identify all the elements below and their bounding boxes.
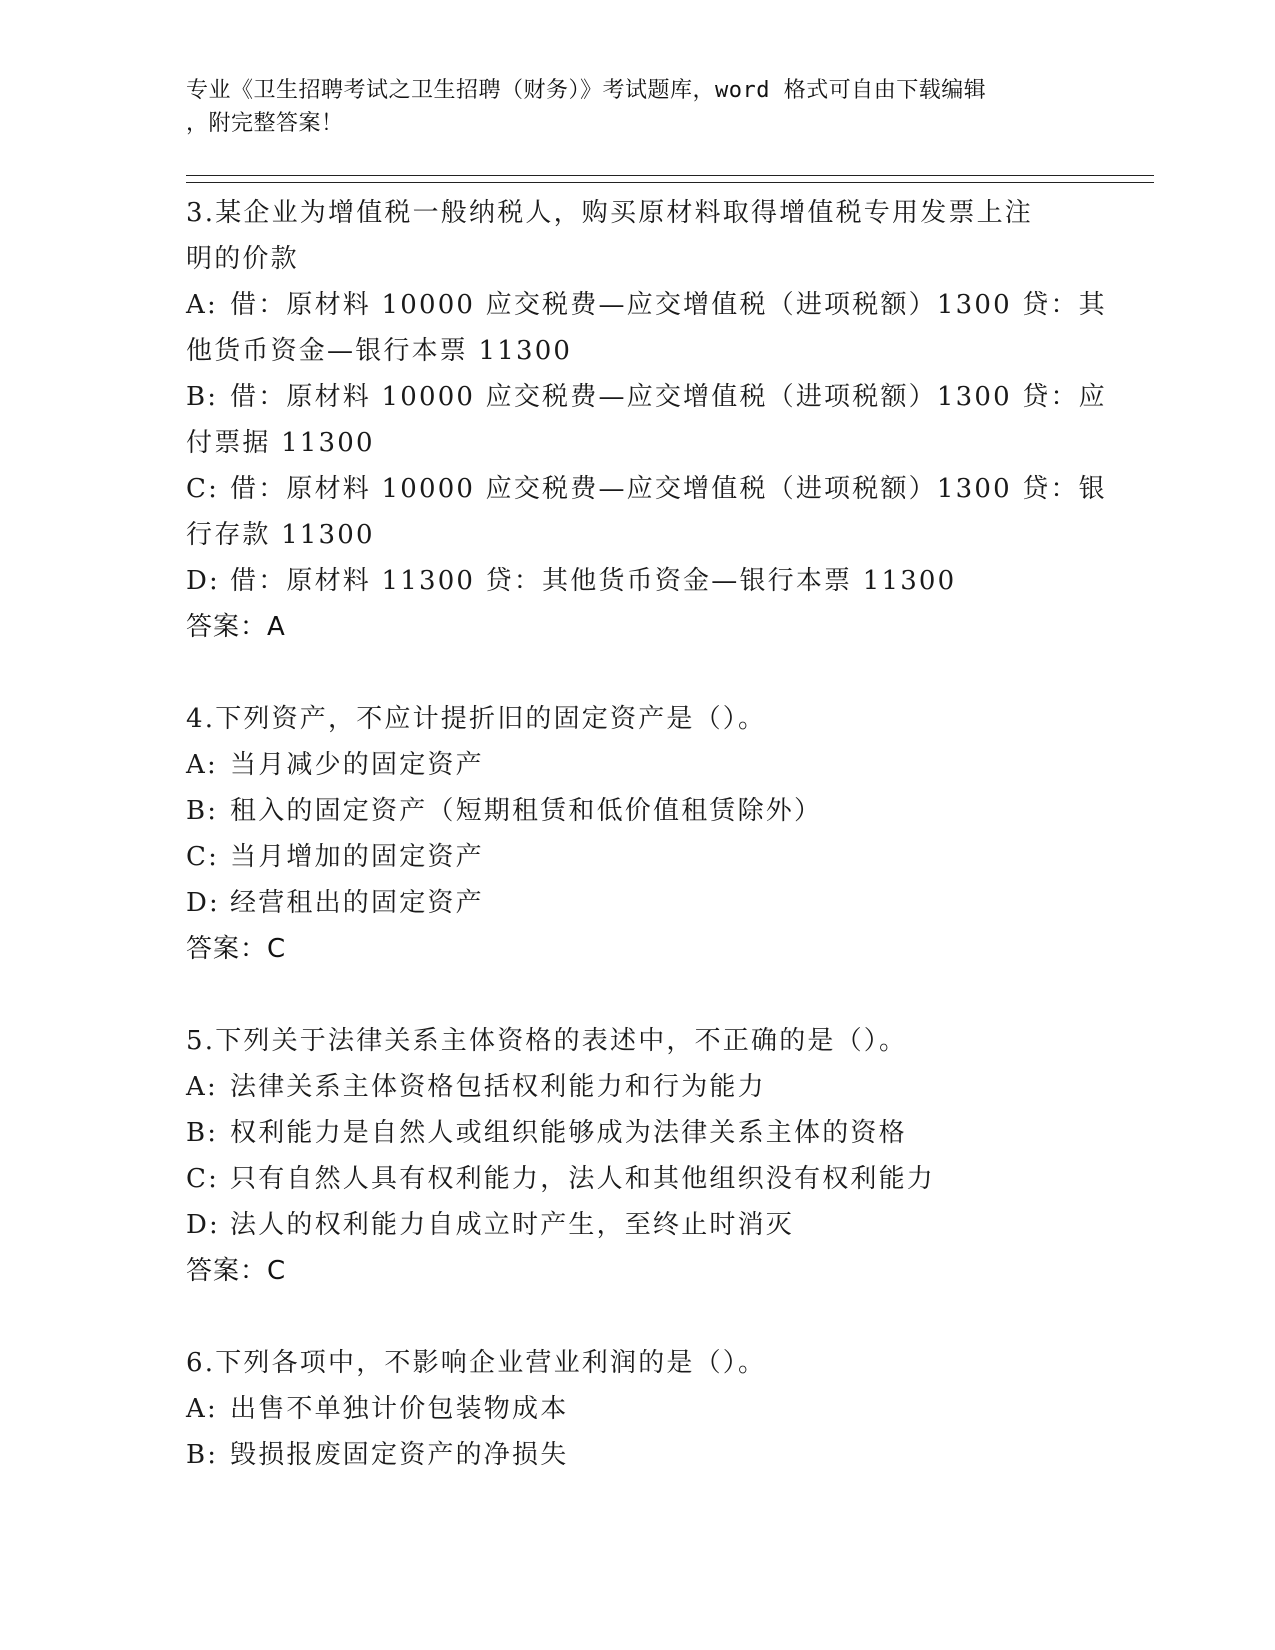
header-divider-top [186,175,1154,176]
option-letter: B: [186,1440,219,1470]
option-text: 当月增加的固定资产 [230,842,484,872]
option-d [186,558,1086,604]
question-stem: 明的价款 [186,244,299,274]
question-stem: 5.下列关于法律关系主体资格的表述中，不正确的是（）。 [186,1026,908,1056]
option-a [186,742,1086,788]
question-item [186,190,1107,650]
option-text: 租入的固定资产（短期租赁和低价值租赁除外） [230,796,823,826]
question-item [186,1340,1086,1478]
option-b [186,788,1086,834]
option-text: 只有自然人具有权利能力，法人和其他组织没有权利能力 [230,1164,936,1194]
question-stem: 3.某企业为增值税一般纳税人，购买原材料取得增值税专用发票上注 [186,198,1034,228]
option-b [186,374,1107,420]
question-stem: 4.下列资产，不应计提折旧的固定资产是（）。 [186,704,767,734]
option-b [186,1110,1086,1156]
option-text: 经营租出的固定资产 [230,888,484,918]
option-letter: A: [186,1072,218,1102]
option-text: 当月减少的固定资产 [230,750,484,780]
header-divider-bottom [186,182,1154,183]
question-item [186,1018,1086,1294]
option-letter: B: [186,796,219,826]
option-letter: D: [186,888,221,918]
option-text: 法人的权利能力自成立时产生，至终止时消灭 [230,1210,795,1240]
option-text: 借：原材料 10000 应交税费—应交增值税（进项税额）1300 贷：应 [230,382,1107,412]
option-letter: B: [186,1118,219,1148]
option-letter: D: [186,1210,221,1240]
question-item [186,696,1086,972]
answer-label: 答案：A [186,612,286,642]
document-header [186,74,1066,140]
option-letter: B: [186,382,219,412]
option-text: 法律关系主体资格包括权利能力和行为能力 [230,1072,766,1102]
option-text: 借：原材料 10000 应交税费—应交增值税（进项税额）1300 贷：其 [230,290,1107,320]
answer-label: 答案：C [186,934,287,964]
option-letter: C: [186,842,220,872]
option-d [186,1202,1086,1248]
option-a [186,1064,1086,1110]
answer-label: 答案：C [186,1256,287,1286]
option-letter: A: [186,750,218,780]
option-b-continued: 付票据 11300 [186,428,375,458]
option-letter: A: [186,1394,218,1424]
question-stem: 6.下列各项中，不影响企业营业利润的是（）。 [186,1348,767,1378]
option-text: 出售不单独计价包装物成本 [230,1394,569,1424]
option-letter: D: [186,566,221,596]
header-line: 专业《卫生招聘考试之卫生招聘（财务）》考试题库，word 格式可自由下载编辑 [186,78,987,103]
option-c-continued: 行存款 11300 [186,520,375,550]
option-text: 借：原材料 10000 应交税费—应交增值税（进项税额）1300 贷：银 [230,474,1107,504]
option-a [186,1386,1086,1432]
option-b [186,1432,1086,1478]
option-letter: C: [186,1164,220,1194]
option-c [186,1156,1086,1202]
option-text: 毁损报废固定资产的净损失 [230,1440,569,1470]
option-c [186,834,1086,880]
option-text: 借：原材料 11300 贷：其他货币资金—银行本票 11300 [230,566,957,596]
option-letter: C: [186,474,220,504]
question-list [186,190,1107,1524]
option-a-continued: 他货币资金—银行本票 11300 [186,336,573,366]
option-c [186,466,1107,512]
option-d [186,880,1086,926]
option-letter: A: [186,290,218,320]
option-text: 权利能力是自然人或组织能够成为法律关系主体的资格 [230,1118,907,1148]
header-line: ，附完整答案！ [186,111,344,136]
option-a [186,282,1107,328]
